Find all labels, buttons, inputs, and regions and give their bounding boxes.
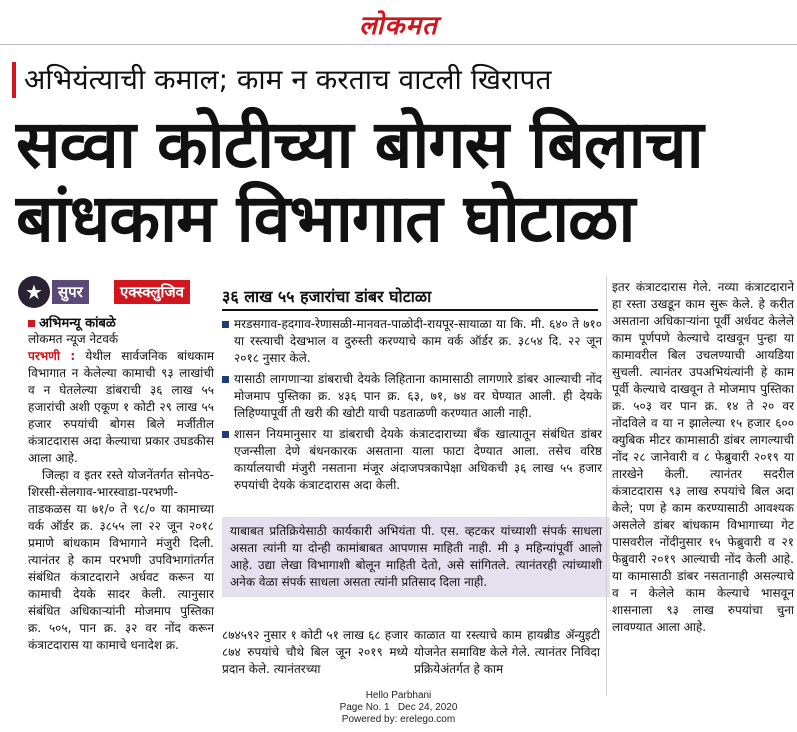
reaction-box: याबाबत प्रतिक्रियेसाठी कार्यकारी अभियंता पी. एस. व्हटकर यांच्याशी संपर्क साधला असता त्यांनी या दोन्ही कामांबाबत आपणास माहिती नाही. मी ३ महिन्यांपूर्वी आलो आहे. उद्या लेखा विभागाशी बोलून माहिती देतो, असे सांगितले. त्यानंतरही त्यांच्याशी अनेक वेळा संपर्क साधला असता त्यांनी प्रतिसाद दिला नाही.	[222, 517, 610, 597]
masthead-divider	[0, 44, 797, 45]
kicker: अभियंत्याची कमाल; काम न करताच वाटली खिरापत	[24, 63, 552, 96]
article-column-2a: ८७४५९२ नुसार १ कोटी ५१ लाख ६८ हजार ८७४ रुपयांचे चौथे बिल जून २०१९ मध्ये प्रदान केले. त्यानंतरच्या	[222, 628, 408, 676]
paragraph-1	[28, 348, 214, 467]
byline-name	[28, 313, 116, 331]
column-divider	[606, 276, 607, 696]
paragraph-1-text: येथील सार्वजनिक बांधकाम विभागात न केलेल्या कामाची ९३ लाखांची व न घेतलेल्या डांबराची ३६ लाख ५५ हजारांची अशी एकूण १ कोटी २९ लाख ५५ हजार रुपयांची बोगस बिले मर्जीतील कंत्राटदारास अदा केल्याचा प्रकार उघडकीस आला आहे.	[28, 349, 214, 465]
badge-exclusive-label: एक्स्क्लुजिव	[114, 280, 190, 304]
badge-super-label: सुपर	[52, 280, 89, 304]
subheadline-underline	[222, 309, 598, 311]
paragraph-2: जिल्हा व इतर रस्ते योजनेंतर्गत सोनपेठ-शिरसी-सेलगाव-भारस्वाडा-परभणी-ताडकळस या ७१/० ते ९८/० या कामाच्या वर्क ऑर्डर क्र. ३८५५ ला २२ जून २०१८ प्रमाणे बांधकाम विभागाने मंजुरी दिली. त्यानंतर हे काम परभणी उपविभागांतर्गत संबंधित कंत्राटदाराने अर्धवट करून या कामाची देयके सादर केली. त्यानुसार संबंधित अधिकाऱ्यांनी मोजमाप पुस्तिका क्र. ५०५, पान क्र. ३२ वर नोंद करून कंत्राटदारास या कामाचे धनादेश क्र.	[28, 468, 214, 652]
dateline: परभणी :	[28, 349, 76, 363]
highlights-list	[222, 316, 602, 498]
subheadline: ३६ लाख ५५ हजारांचा डांबर घोटाळा	[222, 287, 432, 306]
byline-org: लोकमत न्यूज नेटवर्क	[28, 332, 119, 346]
byline-name-text: अभिमन्यू कांबळे	[39, 316, 116, 331]
kicker-accent-bar	[12, 62, 16, 98]
byline-square-icon	[28, 320, 35, 327]
footer-page-info: Page No. 1 Dec 24, 2020	[339, 702, 458, 713]
footer-edition: Hello Parbhani	[365, 690, 432, 701]
footer	[0, 690, 797, 726]
footer-powered-by: Powered by: erelego.com	[341, 714, 456, 725]
star-icon: ★	[18, 276, 50, 308]
article-column-2b: काळात या रस्त्याचे काम हायब्रीड ॲन्युइटी योजनेत समाविष्ट केले गेले. त्यानंतर निविदा प्रक्रियेअंतर्गत हे काम	[414, 628, 600, 676]
highlight-item: मरडसगाव-हदगाव-रेणासळी-मानवत-पाळोदी-रायपूर-सायाळा या कि. मी. ६४० ते ७१० या रस्त्याची देखभाल व दुरुस्ती करण्याचे काम वर्क ऑर्डर क्र. ३८५४ दि. २२ जून २०१८ नुसार केले.	[222, 316, 602, 367]
headline: सव्वा कोटीच्या बोगस बिलाचा बांधकाम विभागात घोटाळा	[16, 106, 703, 257]
masthead	[0, 0, 797, 40]
article-column-3: इतर कंत्राटदारास गेले. नव्या कंत्राटदाराने हा रस्ता उखडून काम सुरू केले. हे करीत असताना अधिकाऱ्यांना पूर्वी अर्धवट केलेले काम पूर्णपणे केल्याचे दाखवून पुन्हा या कामावरील बिल उचलण्याची आयडिया सुचली. त्यानंतर उपअभियंत्यांनी हे काम पूर्वी केल्याचे दाखवून ते मोजमाप पुस्तिका क्र. ५०३ वर पान क्र. १४ ते २० वर नोंदविले व या न झालेल्या १५ हजार ६०० क्युबिक मीटर कामासाठी डांबर लागल्याची नोंद २८ जानेवारी व ८ फेब्रुवारी २०१९ या तारखेने केली. त्यानंतर सदरील कंत्राटदारास ९३ लाख रुपयांचे बिल अदा केले; पण हे काम करण्यासाठी आवश्यक असलेले डांबर बांधकाम विभागाच्या गेट पासवरील नोंदीनुसार १५ फेब्रुवारी व २१ फेब्रुवारी २०१९ आल्याची नोंद केली आहे. या कामासाठी डांबर नसतानाही असल्याचे व न केलेले काम केल्याचे भासवून शासनाला ९३ लाख रुपयांचा चुना लावण्यात आला आहे.	[612, 280, 794, 634]
super-exclusive-badge	[18, 276, 186, 308]
lokmat-logo: लोकमत	[359, 11, 438, 41]
highlight-item: यासाठी लागणाऱ्या डांबराची देयके लिहिताना कामासाठी लागणारे डांबर आल्याची नोंद मोजमाप पुस्तिका क्र. ४३६ पान क्र. ६३, ७१, ७४ वर घेण्यात आली. ही देयके लिहिण्यापूर्वी ती खरी की खोटी याची पडताळणी करण्यात आली नाही.	[222, 371, 602, 422]
highlight-item: शासन नियमानुसार या डांबराची देयके कंत्राटदाराच्या बँक खात्यातून संबंधित डांबर एजन्सीला देणे बंधनकारक असताना याला फाटा देण्यात आला. तसेच वरिष्ठ कार्यालयाची मंजुरी नसताना मंजूर अंदाजपत्रकापेक्षा अधिकची ३६ लाख ५५ हजार रुपयांची देयके कंत्राटदारास अदा केली.	[222, 426, 602, 494]
article-column-1	[28, 348, 214, 654]
